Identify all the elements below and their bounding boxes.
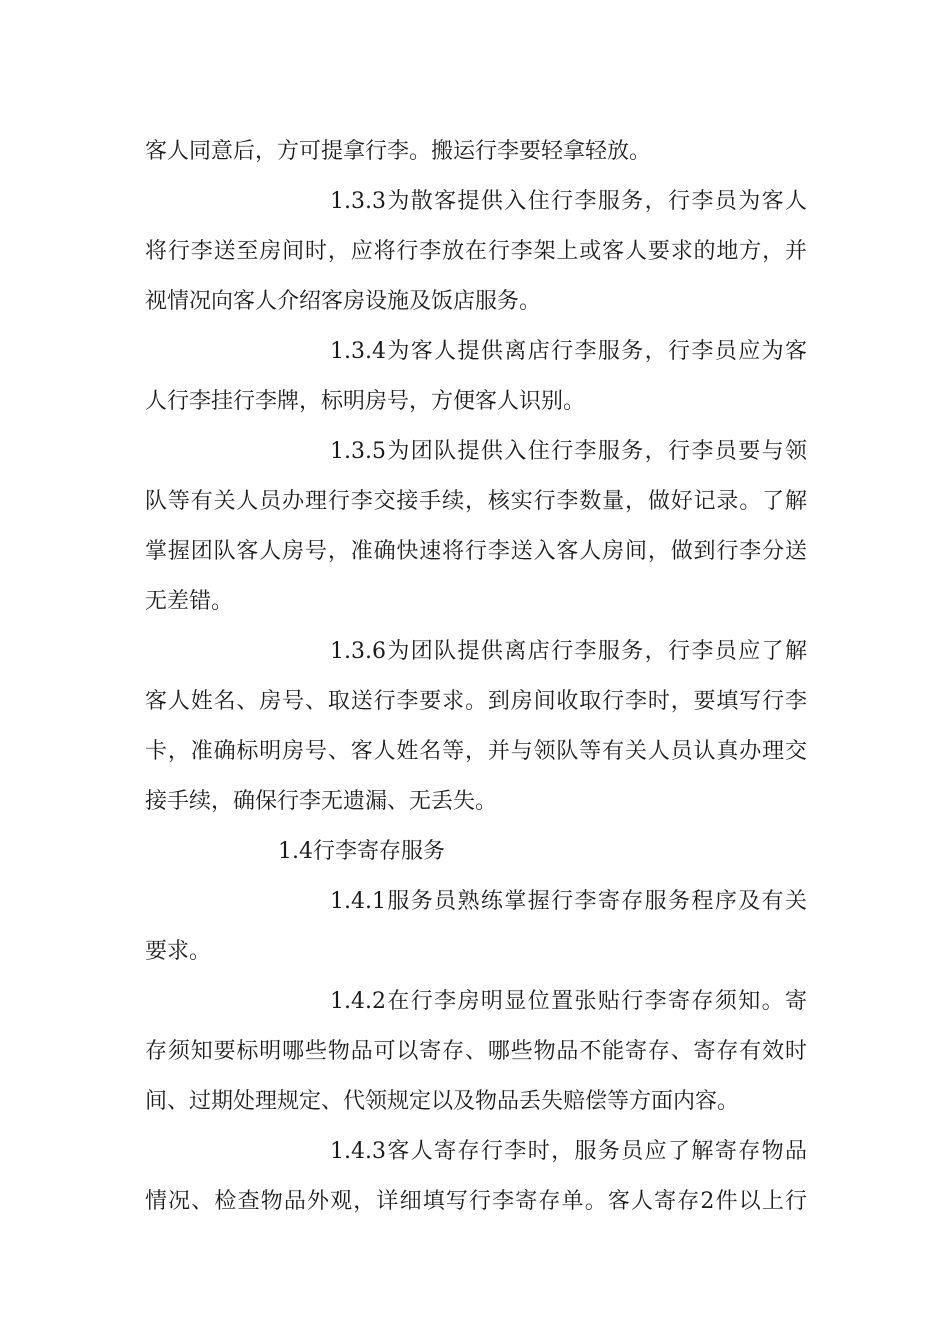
paragraph-line: 将行李送至房间时，应将行李放在行李架上或客人要求的地方，并 (145, 239, 807, 264)
paragraph-line: 情况、检查物品外观，详细填写行李寄存单。客人寄存2件以上行 (145, 1189, 807, 1214)
paragraph-line: 无差错。 (145, 589, 234, 614)
paragraph-line: 客人姓名、房号、取送行李要求。到房间收取行李时，要填写行李 (145, 689, 807, 714)
clause-1-3-6-line: 1.3.6为团队提供离店行李服务，行李员应了解 (330, 639, 807, 664)
clause-1-3-4-line: 1.3.4为客人提供离店行李服务，行李员应为客 (330, 339, 807, 364)
clause-1-4-1-line: 1.4.1服务员熟练掌握行李寄存服务程序及有关 (330, 889, 807, 914)
paragraph-line: 要求。 (145, 939, 212, 964)
section-heading-1-4: 1.4行李寄存服务 (278, 839, 445, 864)
paragraph-line: 接手续，确保行李无遗漏、无丢失。 (145, 789, 498, 814)
paragraph-line: 客人同意后，方可提拿行李。搬运行李要轻拿轻放。 (145, 139, 652, 164)
paragraph-line: 掌握团队客人房号，准确快速将行李送入客人房间，做到行李分送 (145, 539, 807, 564)
clause-1-4-3-line: 1.4.3客人寄存行李时，服务员应了解寄存物品 (330, 1139, 807, 1164)
clause-1-3-5-line: 1.3.5为团队提供入住行李服务，行李员要与领 (330, 439, 807, 464)
paragraph-line: 间、过期处理规定、代领规定以及物品丢失赔偿等方面内容。 (145, 1089, 740, 1114)
clause-1-3-3-line: 1.3.3为散客提供入住行李服务，行李员为客人 (330, 189, 807, 214)
paragraph-line: 存须知要标明哪些物品可以寄存、哪些物品不能寄存、寄存有效时 (145, 1039, 807, 1064)
paragraph-line: 人行李挂行李牌，标明房号，方便客人识别。 (145, 389, 586, 414)
paragraph-line: 视情况向客人介绍客房设施及饭店服务。 (145, 289, 542, 314)
paragraph-line: 队等有关人员办理行李交接手续，核实行李数量，做好记录。了解 (145, 489, 807, 514)
paragraph-line: 卡，准确标明房号、客人姓名等，并与领队等有关人员认真办理交 (145, 739, 807, 764)
clause-1-4-2-line: 1.4.2在行李房明显位置张贴行李寄存须知。寄 (330, 989, 807, 1014)
